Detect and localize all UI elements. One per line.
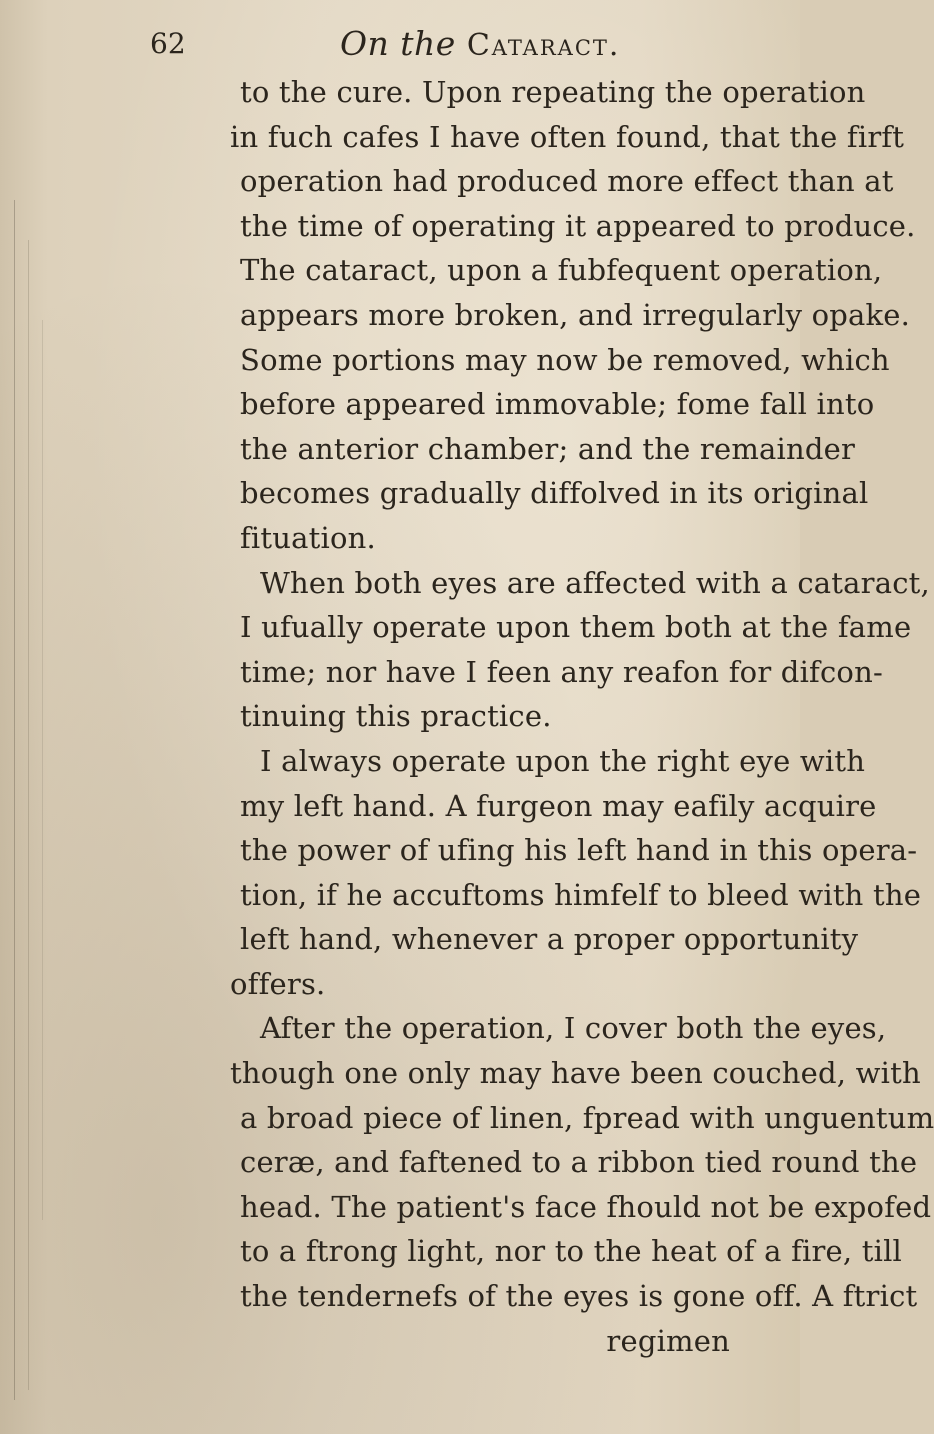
running-head — [340, 20, 620, 70]
page-number: 62 — [150, 27, 186, 60]
page-header — [150, 20, 750, 68]
text-line: the power of ufing his left hand in this opera- — [240, 833, 918, 868]
text-line: a broad piece of linen, fpread with unguentum — [240, 1100, 934, 1135]
text-line: becomes gradually diffolved in its original — [240, 476, 869, 511]
text-line: fituation. — [240, 520, 376, 555]
text-line: before appeared immovable; fome fall into — [240, 387, 875, 422]
text-line: offers. — [230, 966, 326, 1001]
catchword: regimen — [606, 1323, 730, 1358]
text-line: tion, if he accuftoms himfelf to bleed with the — [240, 877, 922, 912]
page-edge-line — [28, 240, 29, 1390]
text-line: the anterior chamber; and the remainder — [240, 431, 856, 466]
text-line: When both eyes are affected with a cataract, — [260, 565, 930, 600]
page-edge-line — [42, 320, 43, 1220]
text-line: ceræ, and faftened to a ribbon tied round the — [240, 1145, 918, 1180]
text-line: to a ftrong light, nor to the heat of a fire, till — [240, 1234, 903, 1269]
text-line: After the operation, I cover both the eyes, — [260, 1011, 887, 1046]
text-line: Some portions may now be removed, which — [240, 342, 890, 377]
text-line: to the cure. Upon repeating the operation — [240, 75, 866, 109]
text-line: I always operate upon the right eye with — [260, 743, 866, 778]
text-line: tinuing this practice. — [240, 699, 552, 734]
text-line: left hand, whenever a proper opportunity — [240, 922, 859, 957]
text-line: operation had produced more effect than at — [240, 164, 894, 199]
text-line: in fuch cafes I have often found, that the firft — [230, 119, 905, 154]
text-line: the tendernefs of the eyes is gone off. A ftrict — [240, 1279, 918, 1314]
text-line: I ufually operate upon them both at the fame — [240, 610, 912, 645]
running-head-title: Cataract. — [466, 28, 621, 63]
text-line: head. The patient's face fhould not be expofed — [240, 1189, 932, 1224]
text-line: though one only may have been couched, with — [230, 1056, 921, 1091]
page-edge-line — [14, 200, 15, 1400]
running-head-prefix: On the — [340, 24, 456, 63]
text-line: The cataract, upon a fubfequent operation, — [240, 253, 883, 288]
body-text — [230, 70, 934, 1363]
text-line: time; nor have I feen any reafon for difcon- — [240, 654, 883, 689]
text-line: appears more broken, and irregularly opake. — [240, 297, 911, 332]
text-line: my left hand. A furgeon may eafily acquire — [240, 788, 877, 823]
text-line: the time of operating it appeared to produce. — [240, 208, 916, 243]
